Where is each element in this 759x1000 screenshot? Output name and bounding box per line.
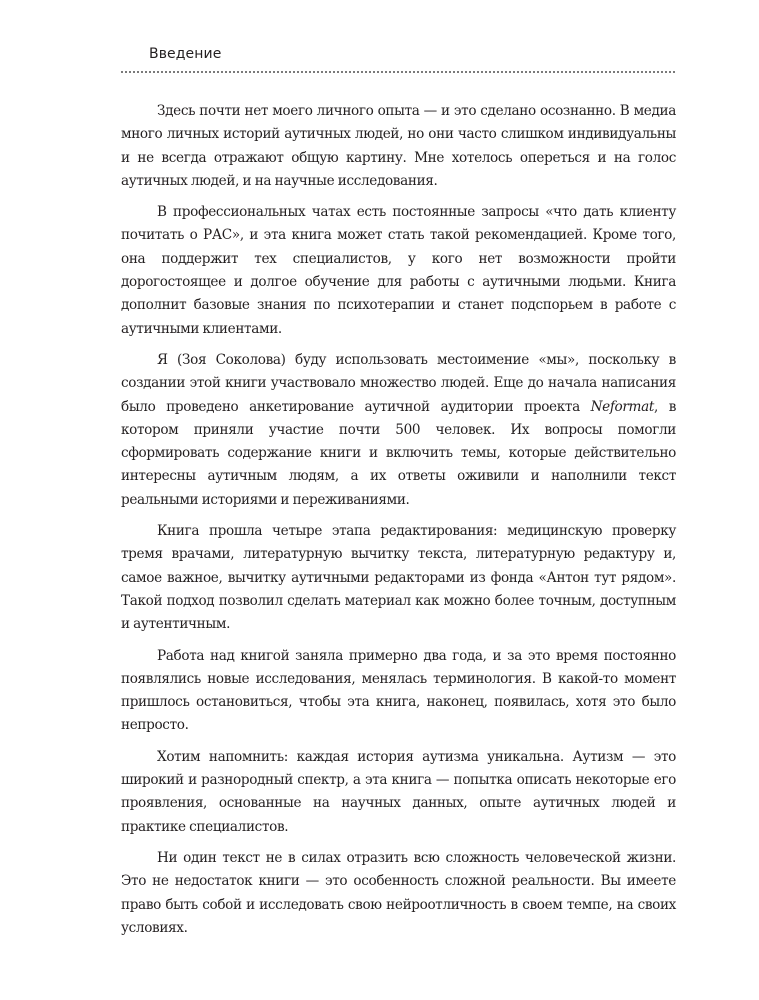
paragraph-5: Работа над книгой заняла примерно два года, и за это время постоянно появлялись новые исследования, менялась терминология. В какой-то момент пришлось остановиться, чтобы эта книга, наконец, появилась, хотя это было непросто.: [121, 647, 676, 734]
header-divider: [121, 71, 675, 73]
paragraph-7: Ни один текст не в силах отразить всю сложность человеческой жизни. Это не недостаток книги — это особенность сложной реальности. Вы имеете право быть собой и исследовать свою нейроотличность в своем темпе, на своих условиях.: [121, 849, 676, 936]
paragraph-6: Хотим напомнить: каждая история аутизма уникальна. Аутизм — это широкий и разнородный спектр, а эта книга — попытка описать некоторые его проявления, основанные на научных данных, опыте аутичных людей и практике специалистов.: [121, 748, 676, 835]
page-body: [121, 100, 676, 948]
paragraph-3-text-before: Я (Зоя Соколова) буду использовать местоимение «мы», поскольку в создании этой книги участвовало множество людей. Еще до начала написания было проведено анкетирование аутичной аудитории проекта: [121, 351, 676, 415]
running-header: Введение: [149, 46, 222, 62]
paragraph-3-text-after: , в котором приняли участие почти 500 человек. Их вопросы помогли сформировать содержание книги и включить темы, которые действительно интересны аутичным людям, а их ответы оживили и наполнили текст реальными историями и переживаниями.: [121, 398, 677, 508]
project-name-emphasis: Neformat: [590, 398, 654, 415]
paragraph-3: [121, 349, 676, 512]
paragraph-4: Книга прошла четыре этапа редактирования: медицинскую проверку тремя врачами, литературную вычитку текста, литературную редактуру и, самое важное, вычитку аутичными редакторами из фонда «Антон тут рядом». Такой подход позволил сделать материал как можно более точным, доступным и аутентичным.: [121, 523, 676, 633]
paragraph-1: Здесь почти нет моего личного опыта — и это сделано осознанно. В медиа много личных историй аутичных людей, но они часто слишком индивидуальны и не всегда отражают общую картину. Мне хотелось опереться и на голос аутичных людей, и на научные исследования.: [121, 103, 676, 189]
paragraph-2: В профессиональных чатах есть постоянные запросы «что дать клиенту почитать о РАС», и эта книга может стать такой рекомендацией. Кроме того, она поддержит тех специалистов, у кого нет возможности пройти дорогостоящее и долгое обучение для работы с аутичными людьми. Книга дополнит базовые знания по психотерапии и станет подспорьем в работе с аутичными клиентами.: [121, 204, 676, 337]
